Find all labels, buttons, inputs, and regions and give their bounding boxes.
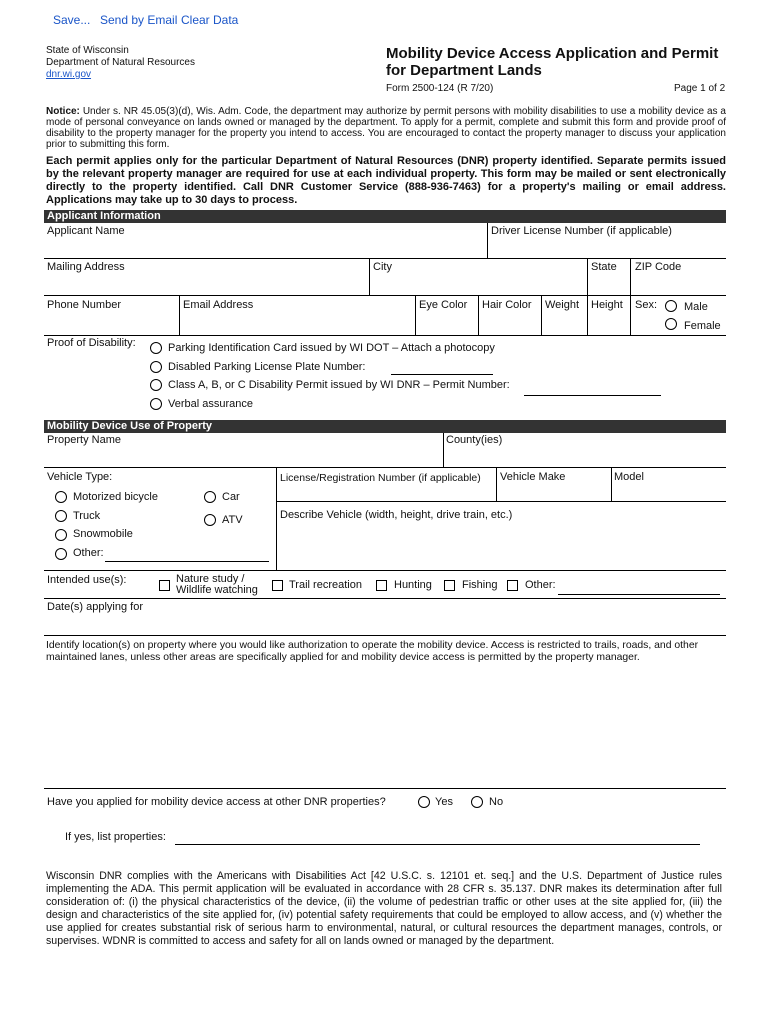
vehicle-make-label: Vehicle Make: [500, 471, 566, 483]
use-fishing-checkbox[interactable]: [444, 580, 455, 591]
plate-number-field[interactable]: [391, 374, 493, 375]
list-properties-label: If yes, list properties:: [65, 831, 166, 843]
notice-text: Under s. NR 45.05(3)(d), Wis. Adm. Code, the department may authorize by permit persons with mobility disabilities to use a mobility device as a mode of personal conveyance on lands owned or managed by the department. To apply for a permit, complete and submit this form and provide proof of disability to the property manager for the property you intend to access. You are encouraged to contact the property manager to discuss your application prior to submitting this form.: [46, 106, 726, 150]
phone-number-label: Phone Number: [47, 299, 121, 311]
divider: [630, 295, 631, 335]
mailing-address-label: Mailing Address: [47, 261, 125, 273]
eye-color-field[interactable]: [416, 296, 478, 334]
use-hunting-label: Hunting: [394, 579, 432, 591]
applicant-name-label: Applicant Name: [47, 225, 125, 237]
vehicle-car-radio[interactable]: [204, 491, 216, 503]
applied-yes-label: Yes: [435, 796, 453, 808]
driver-license-field[interactable]: [488, 224, 726, 258]
vehicle-truck-radio[interactable]: [55, 510, 67, 522]
notice-bold-paragraph: Each permit applies only for the particular Department of Natural Resources (DNR) property identified. Separate permits issued by the relevant property manager are required for use at each individual property. This form may be mailed or sent electronically directly to the property identified. Call DNR Customer Service (888-936-7463) for a property's mailing or email address. Applications may take up to 30 days to process.: [46, 155, 726, 206]
license-registration-label: License/Registration Number (if applicable): [280, 472, 481, 484]
proof-dnr-permit-radio[interactable]: [150, 379, 162, 391]
intended-uses-label: Intended use(s):: [47, 574, 127, 586]
vehicle-other-field[interactable]: [105, 561, 269, 562]
driver-license-label: Driver License Number (if applicable): [491, 225, 672, 237]
sex-label: Sex:: [635, 299, 658, 311]
form-title-line2: for Department Lands: [386, 62, 542, 79]
use-nature-study-label: [176, 574, 258, 596]
vehicle-make-field[interactable]: [497, 468, 611, 501]
use-trail-recreation-label: Trail recreation: [289, 579, 362, 591]
vehicle-snowmobile-label: Snowmobile: [73, 528, 133, 540]
divider: [44, 635, 726, 636]
license-registration-field[interactable]: [277, 468, 496, 501]
vehicle-type-label: Vehicle Type:: [47, 471, 113, 483]
state-label: State: [591, 261, 617, 273]
vehicle-atv-radio[interactable]: [204, 514, 216, 526]
permit-number-field[interactable]: [524, 395, 661, 396]
vehicle-snowmobile-radio[interactable]: [55, 529, 67, 541]
weight-field[interactable]: [542, 296, 587, 334]
vehicle-motorized-bicycle-radio[interactable]: [55, 491, 67, 503]
dates-label: Date(s) applying for: [47, 601, 143, 613]
applicant-section-header: Applicant Information: [44, 210, 726, 223]
proof-of-disability-label: Proof of Disability:: [47, 337, 136, 349]
weight-label: Weight: [545, 299, 580, 311]
vehicle-other-radio[interactable]: [55, 548, 67, 560]
height-label: Height: [591, 299, 623, 311]
agency-block: [46, 45, 195, 81]
proof-plate-radio[interactable]: [150, 361, 162, 373]
counties-field[interactable]: [444, 433, 726, 467]
zip-code-field[interactable]: [631, 259, 726, 295]
phone-number-field[interactable]: [44, 296, 179, 334]
zip-code-label: ZIP Code: [635, 261, 682, 273]
model-label: Model: [614, 471, 644, 483]
describe-vehicle-label: Describe Vehicle (width, height, drive train, etc.): [280, 509, 513, 521]
vehicle-atv-label: ATV: [222, 514, 243, 526]
use-nature-line1: Nature study /: [176, 573, 245, 585]
use-other-field[interactable]: [558, 594, 720, 595]
applied-question-label: Have you applied for mobility device access at other DNR properties?: [47, 796, 386, 808]
clear-data-link[interactable]: Clear Data: [181, 13, 239, 27]
vehicle-motorized-bicycle-label: Motorized bicycle: [73, 491, 158, 503]
vehicle-truck-label: Truck: [73, 510, 101, 522]
page-number: Page 1 of 2: [674, 83, 726, 94]
list-properties-field[interactable]: [175, 844, 700, 845]
agency-website-link[interactable]: dnr.wi.gov: [46, 69, 92, 80]
notice-label: Notice:: [46, 106, 80, 117]
agency-department: Department of Natural Resources: [46, 57, 195, 68]
applied-no-radio[interactable]: [471, 796, 483, 808]
form-number: Form 2500-124 (R 7/20): [386, 83, 494, 94]
proof-verbal-label: Verbal assurance: [168, 398, 253, 410]
divider: [44, 788, 726, 789]
counties-label: County(ies): [446, 434, 503, 446]
proof-parking-id-radio[interactable]: [150, 342, 162, 354]
use-other-checkbox[interactable]: [507, 580, 518, 591]
notice-paragraph: [46, 106, 726, 150]
ada-statement: Wisconsin DNR complies with the Americans with Disabilities Act [42 U.S.C. s. 12101 et. seq.] and the U.S. Department of Justice rules implementing the ADA. This permit application will be evaluated in accordance with 28 CFR s. 35.137. DNR makes its determination after full consideration of: (i) the physical characteristics of the device, (ii) the volume of pedestrian traffic or other uses at the site applied for, (iii) the design and characteristics of the site applied for, (iv) potential safety requirements that could be employed to allow access, and (v) whether the use applied for creates substantial risk of serious harm to environmental, natural, or cultural resources the department manages, controls, or supervises. WDNR is committed to access and safety for all on lands owned or managed by the department.: [46, 870, 722, 947]
city-label: City: [373, 261, 392, 273]
hair-color-label: Hair Color: [482, 299, 532, 311]
sex-male-label: Male: [684, 301, 708, 313]
use-other-label: Other:: [525, 579, 556, 591]
form-title: [386, 45, 718, 79]
proof-parking-id-label: Parking Identification Card issued by WI DOT – Attach a photocopy: [168, 342, 495, 354]
applicant-name-field[interactable]: [44, 224, 487, 258]
state-field[interactable]: [588, 259, 630, 295]
sex-female-label: Female: [684, 320, 721, 332]
mobility-section-header: Mobility Device Use of Property: [44, 420, 726, 433]
divider: [44, 570, 726, 571]
use-nature-study-checkbox[interactable]: [159, 580, 170, 591]
hair-color-field[interactable]: [479, 296, 541, 334]
vehicle-car-label: Car: [222, 491, 240, 503]
vehicle-other-label: Other:: [73, 547, 104, 559]
save-link[interactable]: Save...: [53, 13, 91, 27]
use-trail-recreation-checkbox[interactable]: [272, 580, 283, 591]
model-field[interactable]: [612, 468, 726, 501]
divider: [44, 335, 726, 336]
proof-verbal-radio[interactable]: [150, 398, 162, 410]
applied-no-label: No: [489, 796, 504, 808]
send-by-email-link[interactable]: Send by Email: [100, 13, 178, 27]
dates-field[interactable]: [44, 599, 726, 634]
applied-yes-radio[interactable]: [418, 796, 430, 808]
locations-field[interactable]: [44, 666, 726, 786]
use-hunting-checkbox[interactable]: [376, 580, 387, 591]
property-name-label: Property Name: [47, 434, 121, 446]
use-fishing-label: Fishing: [462, 579, 498, 591]
email-address-field[interactable]: [180, 296, 415, 334]
sex-male-radio[interactable]: [665, 300, 677, 312]
mailing-address-field[interactable]: [44, 259, 369, 295]
property-name-field[interactable]: [44, 433, 443, 467]
email-address-label: Email Address: [183, 299, 254, 311]
form-title-line1: Mobility Device Access Application and Permit: [386, 45, 719, 62]
sex-female-radio[interactable]: [665, 318, 677, 330]
city-field[interactable]: [370, 259, 587, 295]
agency-state: State of Wisconsin: [46, 45, 129, 56]
locations-instructions: Identify location(s) on property where you would like authorization to operate the mobility device. Access is restricted to trails, roads, and other maintained lanes, unless other areas are specifically applied for and mobility device access is permitted by the property manager.: [46, 640, 699, 663]
describe-vehicle-field[interactable]: [277, 502, 726, 569]
eye-color-label: Eye Color: [419, 299, 468, 311]
proof-dnr-permit-label: Class A, B, or C Disability Permit issued by WI DNR – Permit Number:: [168, 379, 510, 391]
height-field[interactable]: [588, 296, 630, 334]
use-nature-line2: Wildlife watching: [176, 584, 258, 596]
proof-plate-label: Disabled Parking License Plate Number:: [168, 361, 366, 373]
